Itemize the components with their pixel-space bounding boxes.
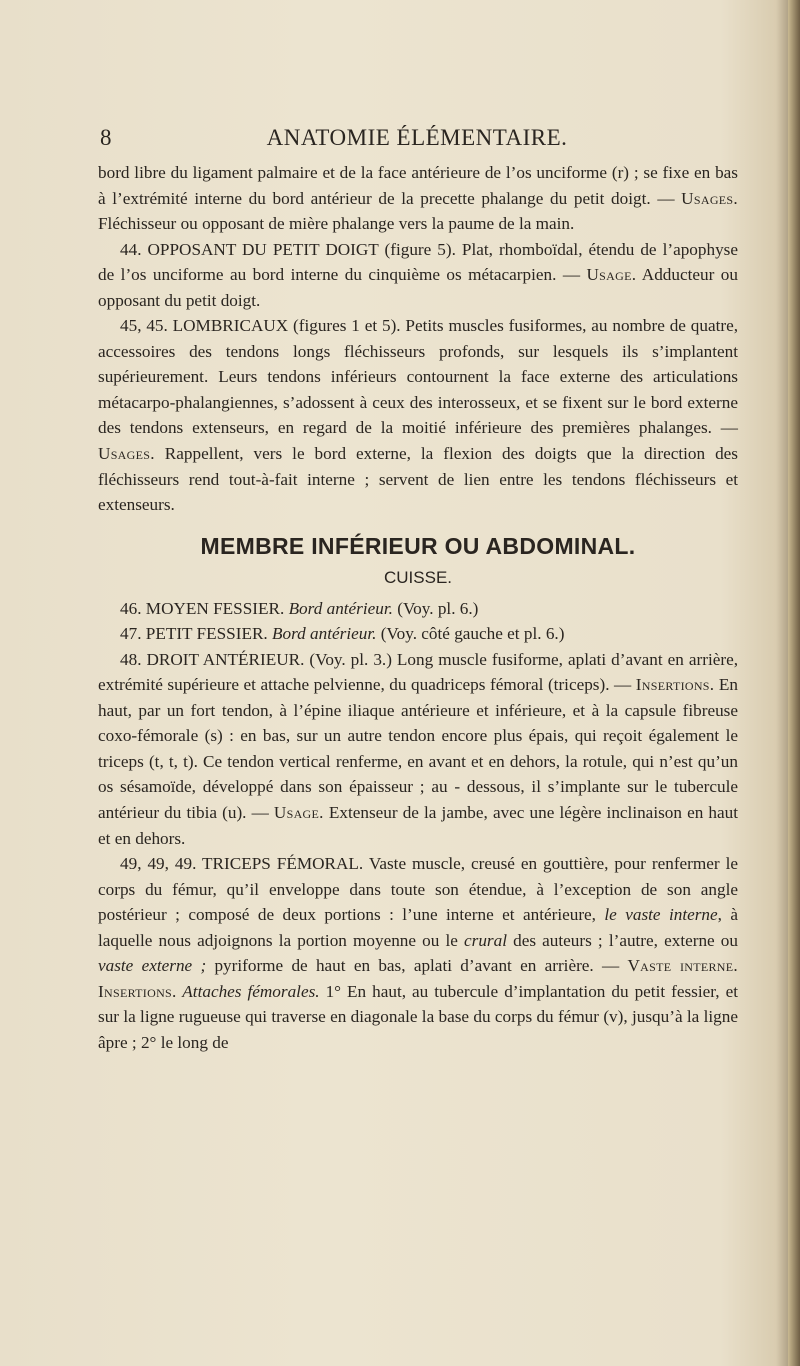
- page-number: 8: [100, 125, 112, 150]
- text: (Voy. pl. 3.) Long muscle fusiforme, aplati d’avant en arrière, extrémité supérieure et attache pelvienne, du quadriceps fémoral (triceps). —: [98, 649, 739, 695]
- paragraph: [98, 596, 738, 622]
- italic-text: Bord antérieur.: [267, 624, 377, 644]
- muscle-entry-title: 44. OPPOSANT DU PETIT DOIGT: [120, 239, 379, 259]
- paragraph: [98, 313, 738, 517]
- italic-text: Bord antérieur.: [284, 598, 393, 618]
- small-caps-label: Vaste interne. Insertions.: [98, 956, 738, 1001]
- text: Rappellent, vers le bord externe, la flexion des doigts que la direction des fléchisseurs rend tout-à-fait interne ; servent de lien entre les tendons fléchisseurs et extenseurs.: [98, 444, 738, 515]
- text: (Voy. côté gauche et pl. 6.): [376, 624, 565, 644]
- paragraph: [98, 647, 738, 851]
- text: Extenseur de la jambe, avec une légère inclinaison en haut et en dehors.: [98, 803, 738, 848]
- small-caps-label: Usages.: [98, 444, 155, 464]
- italic-text: Attaches fémorales.: [176, 981, 320, 1001]
- muscle-entry-title: 46. MOYEN FESSIER.: [120, 598, 285, 618]
- small-caps-label: Usage.: [273, 803, 324, 823]
- text: Vaste muscle, creusé en gouttière, pour renfermer le corps du fémur, qu’il enveloppe dans toute son étendue, à l’exception de son angle postérieur ; composé de deux portions : l’une interne et antérieure,: [98, 854, 738, 925]
- italic-text: crural: [464, 930, 507, 950]
- text: , à laquelle nous adjoignons la portion moyenne ou le: [98, 905, 739, 950]
- muscle-entry-title: 45, 45. LOMBRICAUX: [120, 316, 289, 336]
- text: (Voy. pl. 6.): [392, 598, 479, 618]
- italic-text: le vaste interne: [604, 905, 718, 925]
- muscle-entry-title: 49, 49, 49. TRICEPS FÉMORAL.: [120, 854, 364, 874]
- text: pyriforme de haut en bas, aplati d’avant en arrière. —: [206, 956, 628, 976]
- text: (figure 5). Plat, rhomboïdal, étendu de l’apophyse de l’os unciforme au bord interne du cinquième os métacarpien. —: [98, 239, 738, 285]
- text: Adducteur ou opposant du petit doigt.: [98, 265, 738, 310]
- italic-text: vaste externe ;: [98, 956, 207, 976]
- page-edge: [788, 0, 800, 1366]
- text: En haut, par un fort tendon, à l’épine iliaque antérieure et inférieure, et à la capsule fibreuse coxo-fémorale (s) : en bas, sur un autre tendon encore plus épais, qui reçoit également le triceps (t, t, t). Ce tendon vertical renferme, en avant et en dehors, la rotule, qui n’est qu’un os sésamoïde, développé dans son épaisseur ; au - dessous, il s’implante sur le tubercule antérieur du tibia (u). —: [98, 675, 738, 823]
- text: des auteurs ; l’autre, externe ou: [506, 930, 738, 950]
- paragraph: [98, 621, 738, 647]
- text: bord libre du ligament palmaire et de la face antérieure de l’os unciforme (r) ; se fixe en bas à l’extrémité interne du bord antérieur de la precette phalange du petit doigt. —: [98, 163, 738, 208]
- text: Fléchisseur ou opposant de mière phalange vers la paume de la main.: [98, 214, 575, 234]
- small-caps-label: Usages.: [681, 188, 738, 208]
- running-title: ANATOMIE ÉLÉMENTAIRE.: [266, 125, 568, 150]
- section-heading: MEMBRE INFÉRIEUR OU ABDOMINAL.: [200, 532, 636, 559]
- muscle-entry-title: 48. DROIT ANTÉRIEUR.: [120, 649, 305, 669]
- page-body: [98, 160, 738, 1056]
- paragraph: [98, 851, 738, 1055]
- paragraph: [98, 237, 738, 314]
- small-caps-label: Insertions.: [635, 675, 715, 695]
- page-header: [97, 125, 737, 159]
- muscle-entry-title: 47. PETIT FESSIER.: [120, 624, 268, 644]
- text: (figures 1 et 5). Petits muscles fusiformes, au nombre de quatre, accessoires des tendons longs fléchisseurs profonds, sur lesquels ils s’implantent supérieurement. Leurs tendons inférieurs contournent la face externe des articulations métacarpo-phalangiennes, s’adossent à ceux des interosseux, et se fixent sur le bord externe des tendons extenseurs, en regard de la moitié inférieure des premières phalanges. —: [98, 316, 738, 438]
- subsection-heading: CUISSE.: [383, 567, 453, 587]
- small-caps-label: Usage.: [586, 265, 637, 285]
- paragraph: [98, 160, 738, 237]
- text: 1° En haut, au tubercule d’implantation du petit fessier, et sur la ligne rugueuse qui traverse en diagonale la base du corps du fémur (v), jusqu’à la ligne âpre ; 2° le long de: [98, 981, 738, 1052]
